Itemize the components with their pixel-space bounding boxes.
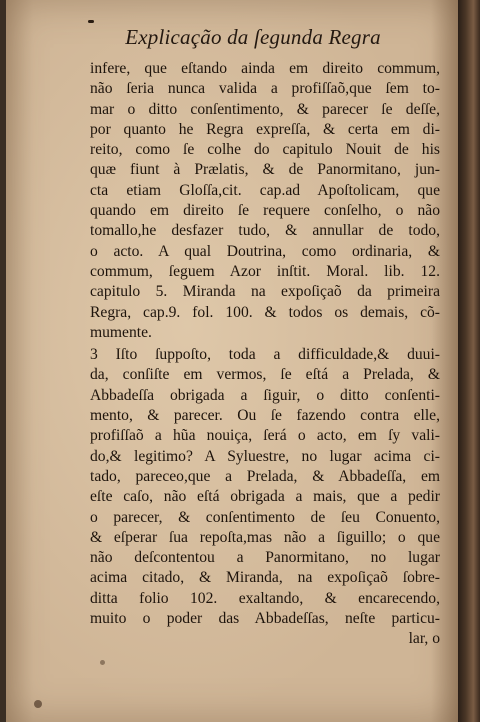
text-line: eſte caſo, não eſtá obrigada a mais, que a pedir bbox=[90, 488, 440, 506]
text-line: da, conſiſte em vermos, ſe eſtá a Prelada, & bbox=[90, 366, 440, 384]
paper-corner-spot bbox=[34, 700, 42, 708]
text-line: mento, & parecer. Ou ſe fazendo contra elle, bbox=[90, 407, 440, 425]
text-line: quando em direito ſe requere conſelho, o não bbox=[90, 202, 440, 220]
text-line: o parecer, & conſentimento de ſeu Conuento, bbox=[90, 508, 440, 526]
text-line: mumente. bbox=[90, 323, 152, 341]
text-line: Regra, cap.9. fol. 100. & todos os demais, cõ- bbox=[90, 303, 440, 321]
body-text bbox=[90, 59, 440, 650]
text-line: & eſperar ſua repoſta,mas não a ſiguillo; o que bbox=[90, 528, 440, 546]
text-line: reito, como ſe colhe do capitulo Nouit de his bbox=[90, 141, 440, 159]
text-line: infere, que eſtando ainda em direito commum, bbox=[90, 60, 440, 77]
text-line: capitulo 5. Miranda na expoſiçaõ da primeira bbox=[90, 283, 440, 301]
text-line: por quanto he Regra expreſſa, & certa em di- bbox=[90, 120, 440, 138]
text-line: tomallo,he desfazer tudo, & annullar de todo, bbox=[90, 222, 440, 240]
text-line: ditta folio 102. exaltando, & encarecendo, bbox=[90, 589, 440, 607]
text-line: quæ fiunt à Prælatis, & de Panormitano, jun- bbox=[90, 161, 440, 179]
paper-spot bbox=[100, 660, 105, 665]
text-line: acima citado, & Miranda, na expoſiçaõ ſobre- bbox=[90, 569, 440, 587]
text-line: cta etiam Gloſſa,cit. cap.ad Apoſtolicam, que bbox=[90, 181, 440, 199]
text-line: profiſſaõ a hũa nouiça, ſerá o acto, em ſy vali- bbox=[90, 427, 440, 445]
text-line: do,& legitimo? A Syluestre, no lugar acima ci- bbox=[90, 447, 440, 465]
text-line: 3 Iſto ſuppoſto, toda a difficuldade,& duui- bbox=[90, 346, 440, 364]
book-binding-edge bbox=[458, 0, 480, 722]
text-line: muito o poder das Abbadeſſas, neſte particu- bbox=[90, 610, 440, 628]
text-line: tado, pareceo,que a Prelada, & Abbadeſſa, em bbox=[90, 467, 440, 485]
text-line: commum, ſeguem Azor inſtit. Moral. lib. 12. bbox=[90, 262, 440, 280]
page-title: Explicação da ſegunda Regra bbox=[125, 25, 381, 49]
ink-mark bbox=[88, 20, 94, 23]
text-line: não deſcontentou a Panormitano, no lugar bbox=[90, 549, 440, 567]
text-line: não ſeria nunca valida a profiſſaõ,que ſem to- bbox=[90, 80, 440, 98]
text-line: mar o ditto conſentimento, & parecer ſe deſſe, bbox=[90, 100, 440, 118]
text-line: Abbadeſſa obrigada a ſiguir, o ditto conſenti- bbox=[90, 386, 440, 404]
text-line: o acto. A qual Doutrina, como ordinaria, & bbox=[90, 242, 440, 260]
text-line: lar, o bbox=[408, 630, 440, 648]
